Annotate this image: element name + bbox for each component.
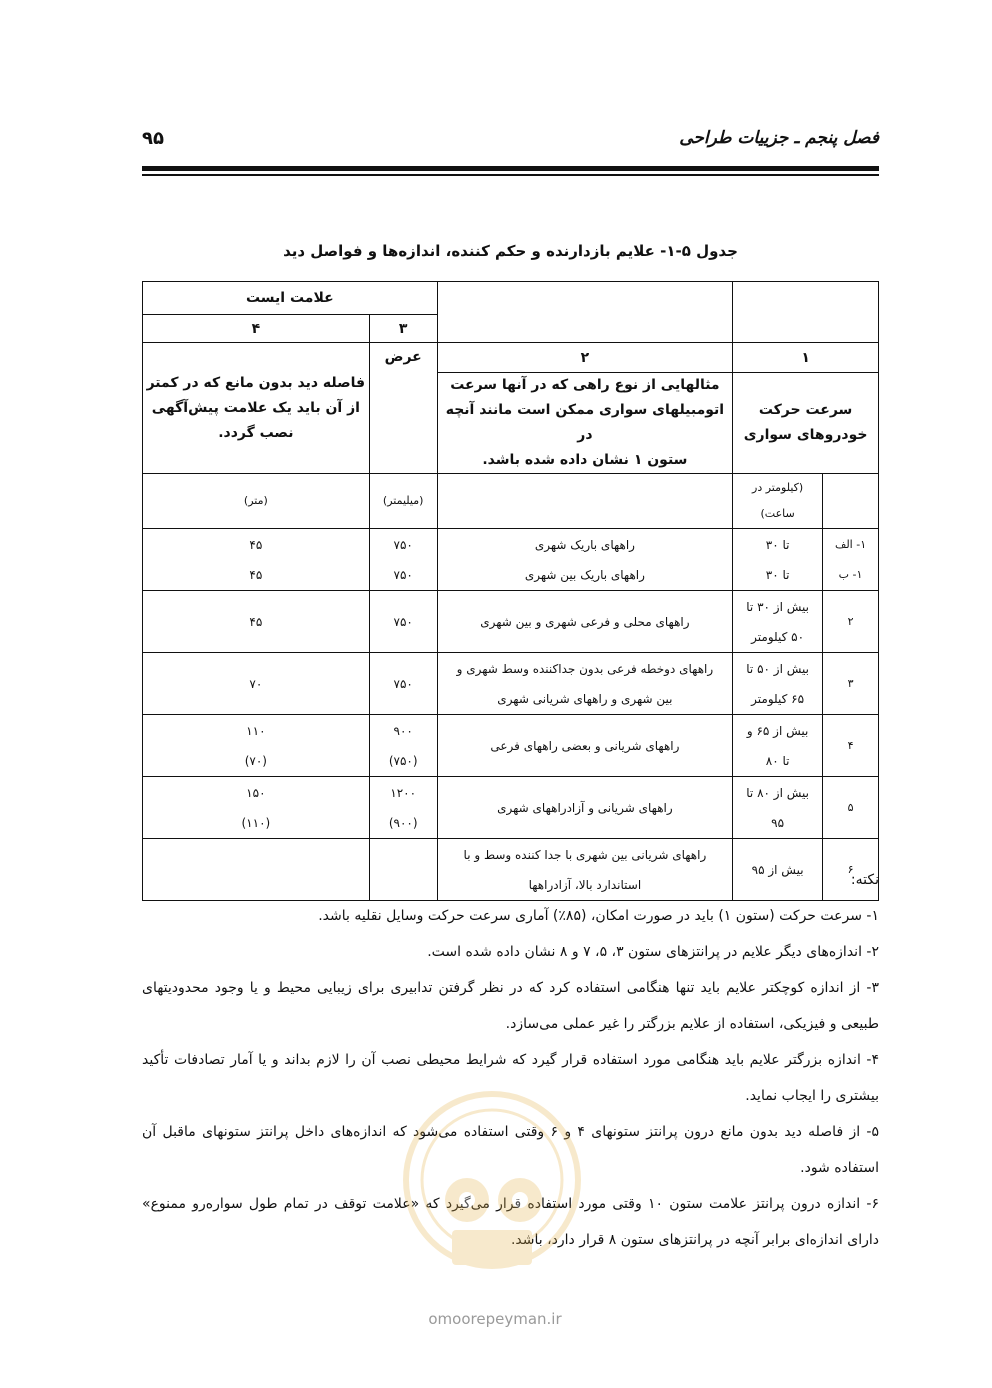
- note-item: ۱- سرعت حرکت (ستون ۱) باید در صورت امکان، (۸۵٪) آماری سرعت حرکت وسایل نقلیه باشد.: [318, 908, 879, 924]
- note-item: ۴- اندازه بزرگتر علایم باید هنگامی مورد استفاده قرار گیرد که شرایط محیطی نصب آن را لازم بداند و یا آمار تصادفات تأکید بیشتری را ایجاب نماید.: [142, 1052, 879, 1104]
- table-row: ۶ بیش از ۹۵ راههای شریانی بین شهری با جدا کننده وسط و با استاندارد بالا، آزادراهها: [143, 839, 879, 901]
- table-row: ۳ بیش از ۵۰ تا ۶۵ کیلومتر راههای دوخطه فرعی بدون جداکننده وسط شهری و بین شهری و راههای شریانی شهری ۷۵۰ ۷۰: [143, 653, 879, 715]
- table-row: ۱- الف ۱- ب تا ۳۰ تا ۳۰ راههای باریک شهری راههای باریک بین شهری ۷۵۰ ۷۵۰ ۴۵ ۴۵: [143, 529, 879, 591]
- note-item: ۶- اندازه درون پرانتز علامت ستون ۱۰ وقتی مورد استفاده قرار می‌گیرد که «علامت توقف در تمام طول سواره‌رو ممنوع» دارای اندازه‌ای برابر آنچه در پرانتزهای ستون ۸ قرار دارد، باشد.: [142, 1196, 879, 1248]
- table-row: ۴ بیش از ۶۵ و تا ۸۰ راههای شریانی و بعضی راههای فرعی ۹۰۰ (۷۵۰) ۱۱۰ (۷۰): [143, 715, 879, 777]
- note-item: ۲- اندازه‌های دیگر علایم در پرانتزهای ستون ۳، ۵، ۷ و ۸ نشان داده شده است.: [427, 944, 879, 960]
- page-header: [142, 128, 879, 156]
- stop-sign-table: [142, 281, 879, 901]
- col-number-1: ۱: [733, 343, 879, 373]
- col2-top: [437, 282, 733, 343]
- unit-speed: (کیلومتر در ساعت): [733, 474, 823, 529]
- col1-top: [733, 282, 879, 343]
- unit-distance: (متر): [143, 474, 370, 529]
- col-number-4: ۴: [143, 315, 370, 343]
- table-caption: جدول ۵-۱- علایم بازدارنده و حکم کننده، اندازه‌ها و فواصل دید: [283, 242, 738, 260]
- publisher-gear-logo-icon: [392, 1080, 592, 1290]
- unit-empty: [823, 474, 879, 529]
- col-number-2: ۲: [437, 343, 733, 373]
- col-title-4: فاصله دید بدون مانع که در کمتر از آن باید یک علامت پیش‌آگهی نصب گردد.: [143, 343, 370, 474]
- note-item: ۵- از فاصله دید بدون مانع درون پرانتز ستونهای ۴ و ۶ وقتی استفاده می‌شود که اندازه‌های داخل پرانتز ستونهای ماقبل آن استفاده شود.: [142, 1124, 879, 1176]
- col-title-2: مثالهایی از نوع راهی که در آنها سرعت اتومبیلهای سواری ممکن است مانند آنچه در ستون ۱ نشان داده شده باشد.: [437, 373, 733, 474]
- col-title-3: عرض: [369, 343, 437, 474]
- table-row: ۲ بیش از ۳۰ تا ۵۰ کیلومتر راههای محلی و فرعی شهری و بین شهری ۷۵۰ ۴۵: [143, 591, 879, 653]
- header-rule-thick: [142, 166, 879, 171]
- group-header-stop-sign: علامت ایست: [143, 282, 438, 315]
- unit-road-empty: [437, 474, 733, 529]
- watermark-url: omoorepeyman.ir: [428, 1310, 562, 1328]
- notes-title: نکته:: [850, 872, 879, 888]
- col-number-3: ۳: [369, 315, 437, 343]
- table-row: ۵ بیش از ۸۰ تا ۹۵ راههای شریانی و آزادراههای شهری ۱۲۰۰ (۹۰۰) ۱۵۰ (۱۱۰): [143, 777, 879, 839]
- header-rule-thin: [142, 174, 879, 176]
- page-number: ۹۵: [142, 128, 164, 149]
- col-title-1: سرعت حرکت خودروهای سواری: [733, 373, 879, 474]
- note-item: ۳- از اندازه کوچکتر علایم باید تنها هنگامی استفاده کرد که در نظر گرفتن تدابیری برای زیبایی محیط و یا وجود محدودیتهای طبیعی و فیزیکی، استفاده از علایم بزرگتر را غیر عملی می‌سازد.: [142, 980, 879, 1032]
- chapter-title: فصل پنجم ـ جزییات طراحی: [679, 128, 879, 148]
- unit-width: (میلیمتر): [369, 474, 437, 529]
